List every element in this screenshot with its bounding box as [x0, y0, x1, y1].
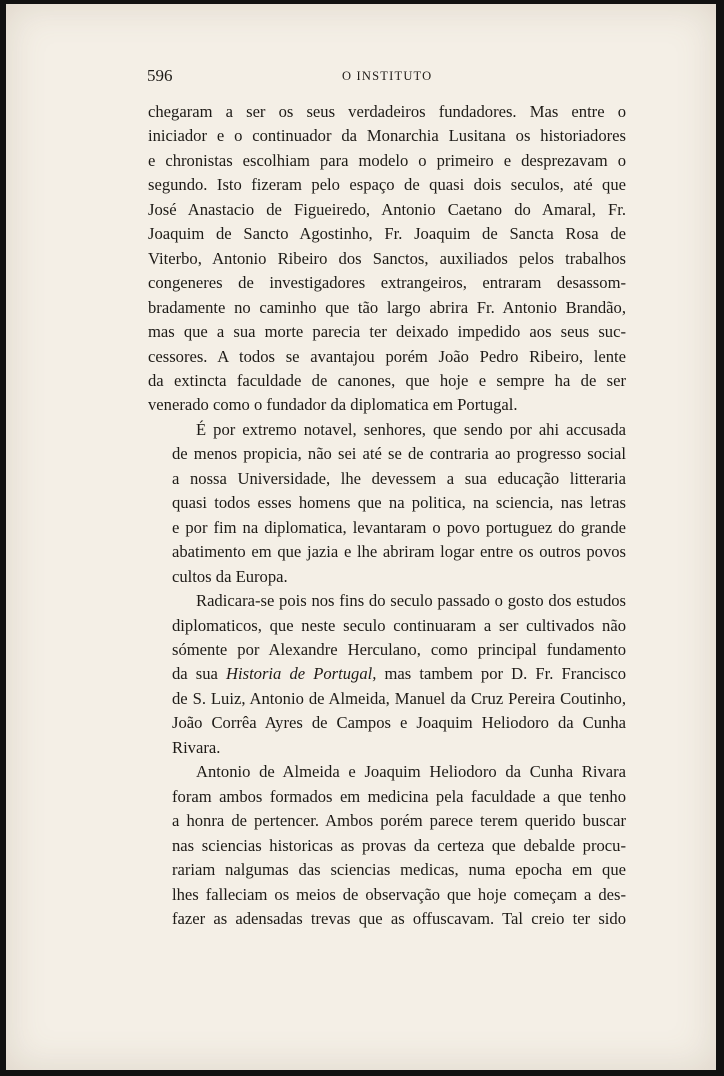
text-line: e chronistas escolhiam para modelo o primeiro e desprezavam o: [148, 150, 626, 170]
text-line: José Anastacio de Figueiredo, Antonio Caetano do Amaral, Fr.: [148, 199, 626, 219]
text-line: Viterbo, Antonio Ribeiro dos Sanctos, auxiliados pelos trabalhos: [148, 248, 626, 268]
text-line: da extincta faculdade de canones, que hoje e sempre ha de ser: [148, 370, 626, 390]
text-line: mas que a sua morte parecia ter deixado impedido aos seus suc-: [148, 322, 626, 342]
text-line: a nossa Universidade, lhe devessem a sua educação litteraria: [172, 468, 626, 488]
text-line: João Corrêa Ayres de Campos e Joaquim Heliodoro da Cunha: [172, 713, 626, 733]
text-line: a honra de pertencer. Ambos porém parece terem querido buscar: [172, 811, 626, 831]
paragraph-3: [148, 589, 626, 760]
text-line: quasi todos esses homens que na politica, na sciencia, nas letras: [172, 493, 626, 513]
text-line: chegaram a ser os seus verdadeiros fundadores. Mas entre o: [148, 102, 626, 121]
text-line: Radicara-se pois nos fins do seculo passado o gosto dos estudos: [196, 591, 626, 611]
book-page: [6, 4, 716, 1070]
text-line-with-title: [148, 662, 626, 686]
text-segment: da sua: [172, 664, 227, 684]
text-line: venerado como o fundador da diplomatica em Portugal.: [148, 395, 518, 415]
text-line: e por fim na diplomatica, levantaram o povo portuguez do grande: [172, 517, 626, 537]
paragraph-2: [148, 418, 626, 589]
text-line: rariam nalgumas das sciencias medicas, numa epocha em que: [172, 860, 626, 880]
text-line: bradamente no caminho que tão largo abrira Fr. Antonio Brandão,: [148, 297, 626, 317]
text-line: lhes falleciam os meios de observação que hoje começam a des-: [172, 884, 626, 904]
text-line: Joaquim de Sancto Agostinho, Fr. Joaquim de Sancta Rosa de: [148, 224, 626, 244]
text-line: Rivara.: [172, 737, 221, 757]
paragraph-1: [148, 100, 626, 418]
text-line: nas sciencias historicas as provas da certeza que debalde procu-: [172, 835, 626, 855]
text-segment: mas tambem por D. Fr. Francisco: [376, 664, 626, 684]
body-text: [148, 100, 626, 931]
text-line: cultos da Europa.: [172, 566, 288, 586]
text-line: de menos propicia, não sei até se de contraria ao progresso social: [172, 444, 626, 464]
page-number: 596: [147, 66, 173, 85]
text-line: segundo. Isto fizeram pelo espaço de quasi dois seculos, até que: [148, 175, 626, 195]
running-title: O INSTITUTO: [342, 69, 433, 83]
text-line: sómente por Alexandre Herculano, como principal fundamento: [172, 639, 626, 659]
italic-book-title: Historia de Portugal,: [226, 664, 377, 684]
text-line: fazer as adensadas trevas que as offuscavam. Tal creio ter sido: [172, 908, 626, 928]
text-line: diplomaticos, que neste seculo continuaram a ser cultivados não: [172, 615, 626, 635]
text-line: Antonio de Almeida e Joaquim Heliodoro da Cunha Rivara: [196, 762, 626, 782]
paragraph-4: [148, 760, 626, 931]
text-line: abatimento em que jazia e lhe abriram logar entre os outros povos: [172, 542, 626, 562]
page-header: [147, 66, 627, 90]
text-line: cessores. A todos se avantajou porém João Pedro Ribeiro, lente: [148, 346, 626, 366]
text-line: iniciador e o continuador da Monarchia Lusitana os historiadores: [148, 126, 626, 146]
text-line: É por extremo notavel, senhores, que sendo por ahi accusada: [196, 419, 626, 439]
text-line: foram ambos formados em medicina pela faculdade a que tenho: [172, 786, 626, 806]
text-line: congeneres de investigadores extrangeiros, entraram desassom-: [148, 273, 626, 293]
text-line: de S. Luiz, Antonio de Almeida, Manuel da Cruz Pereira Coutinho,: [172, 688, 626, 708]
